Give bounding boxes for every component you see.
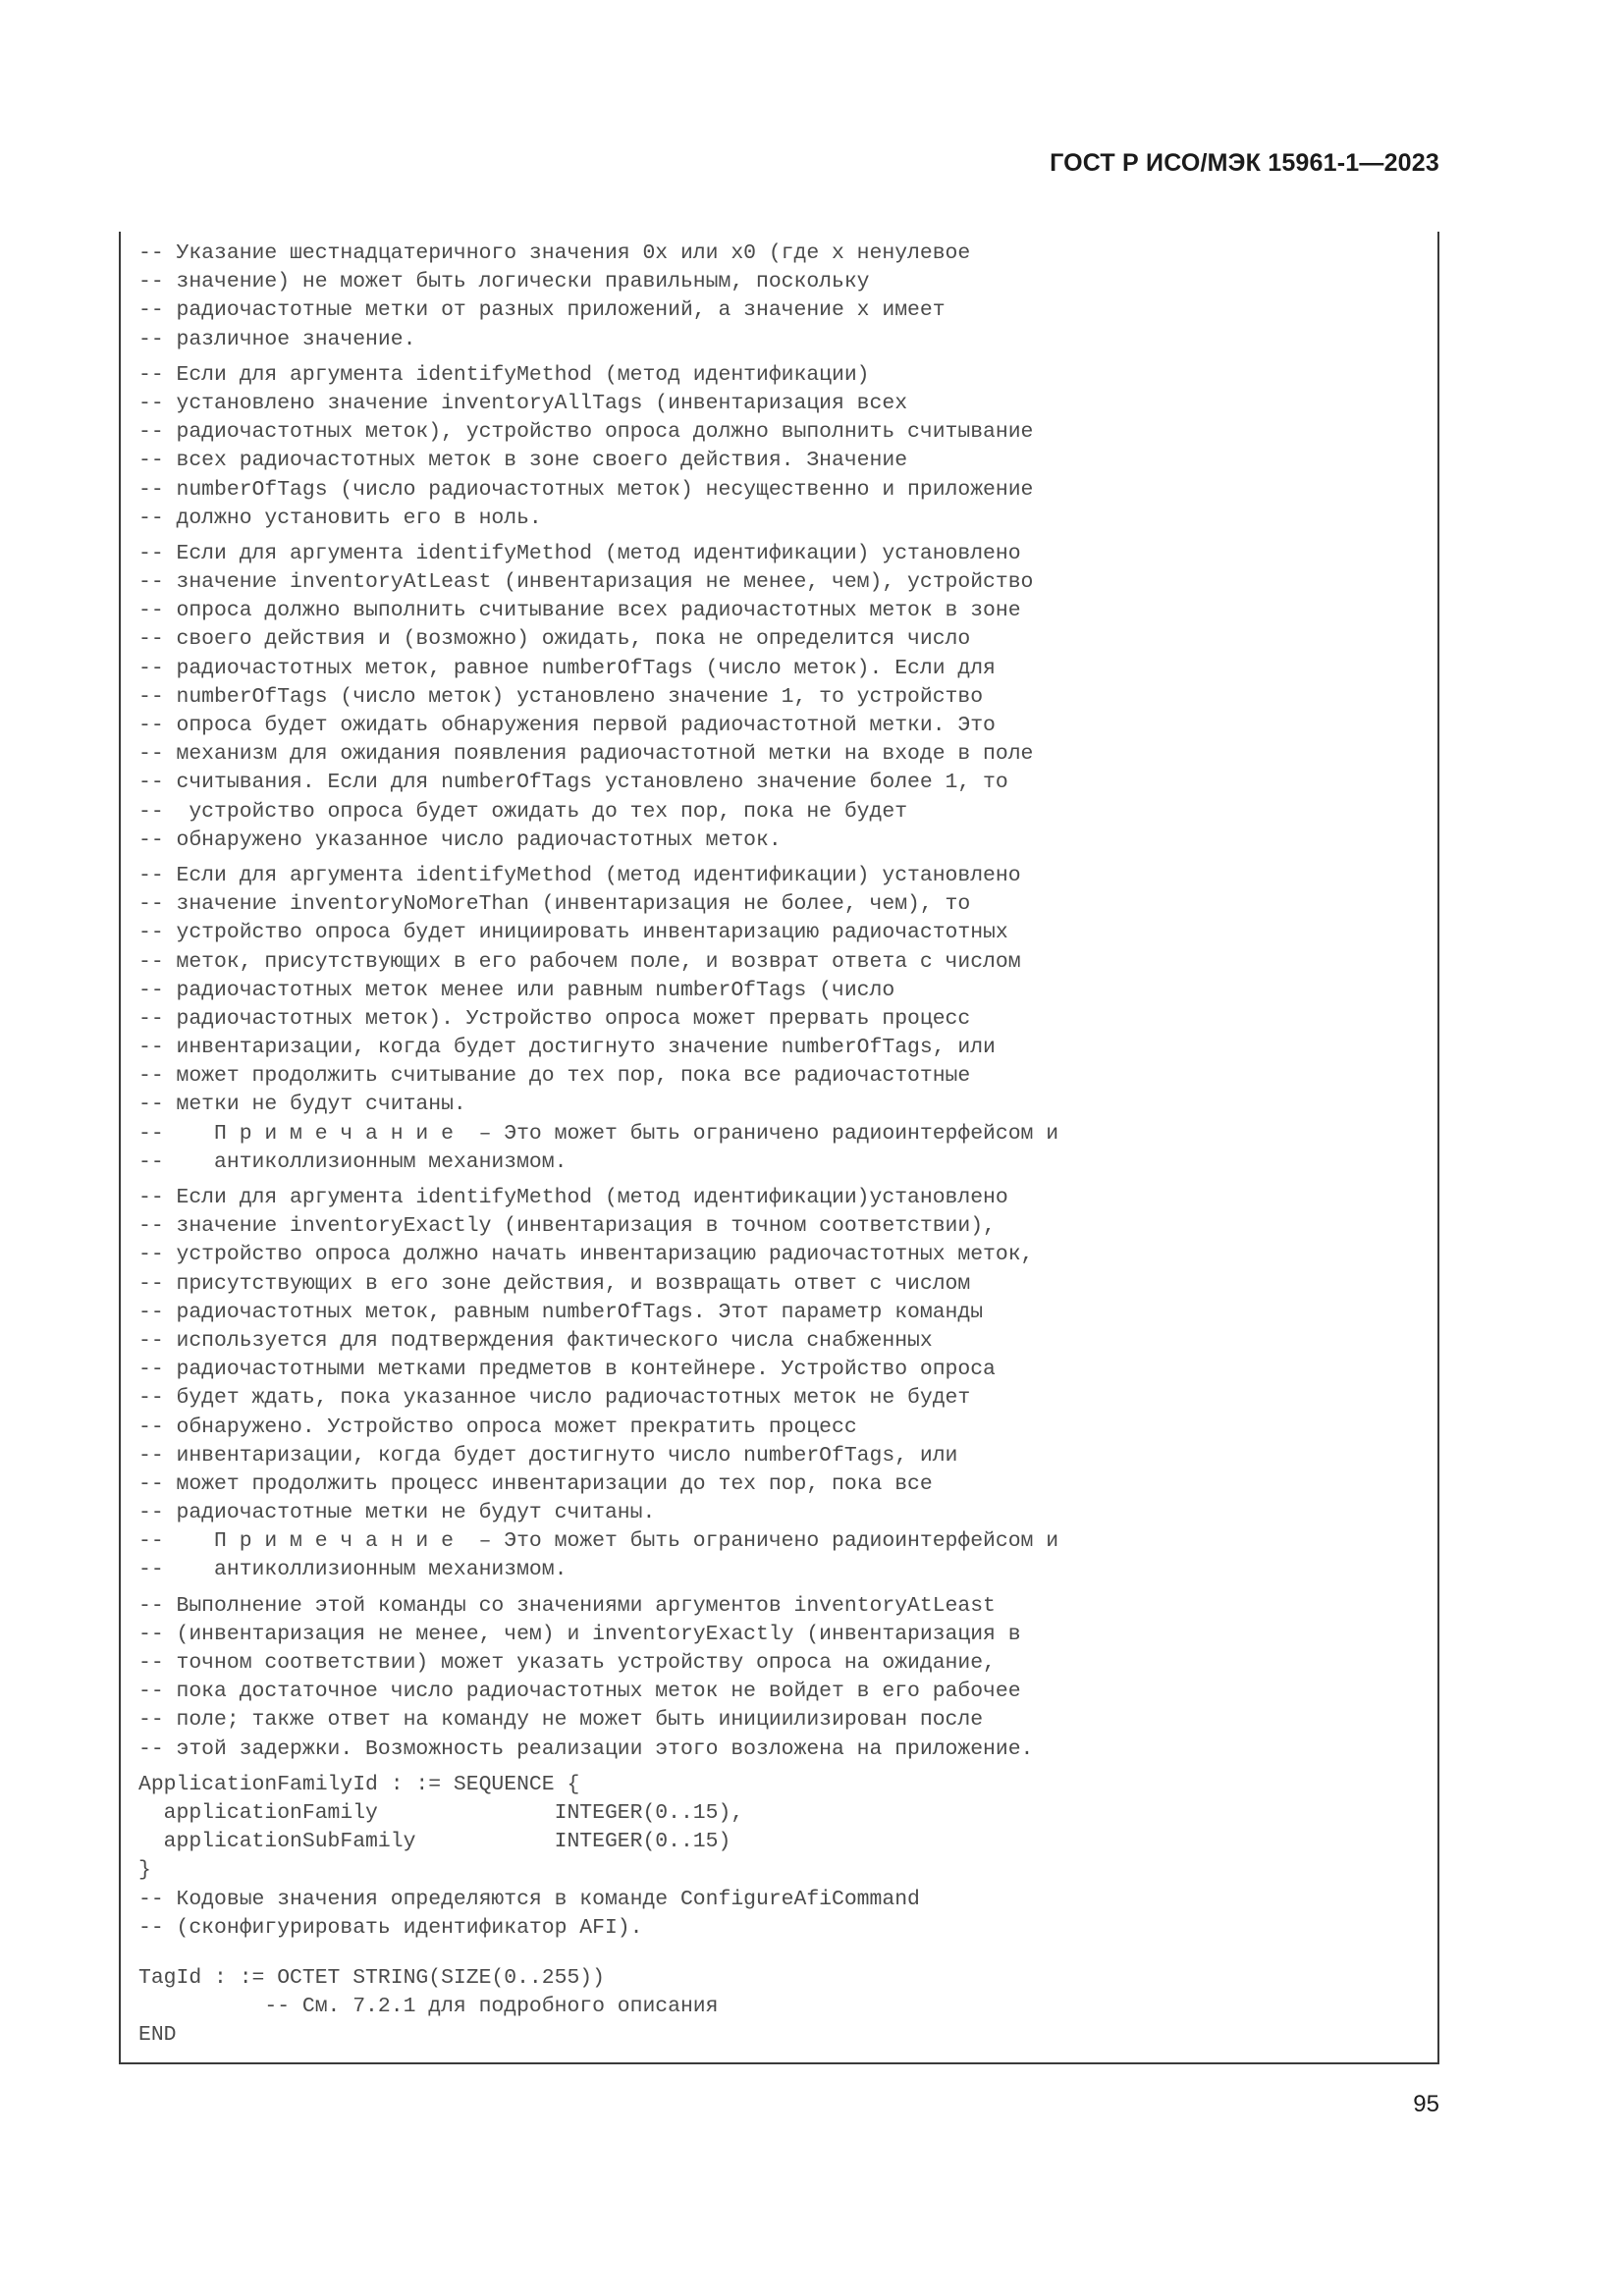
code-line: -- Если для аргумента identifyMethod (метод идентификации) установлено bbox=[138, 541, 1021, 565]
code-line: applicationFamily INTEGER(0..15), bbox=[138, 1800, 744, 1825]
code-line: -- поле; также ответ на команду не может быть инициилизирован после bbox=[138, 1708, 984, 1733]
code-line: -- радиочастотных меток, равное numberOfTags (число меток). Если для bbox=[138, 656, 996, 680]
code-line: -- устройство опроса будет инициировать инвентаризацию радиочастотных bbox=[138, 921, 1008, 945]
code-line: -- значение inventoryAtLeast (инвентаризация не менее, чем), устройство bbox=[138, 570, 1034, 595]
code-line: -- может продолжить считывание до тех пор, пока все радиочастотные bbox=[138, 1064, 971, 1089]
code-line: -- всех радиочастотных меток в зоне своего действия. Значение bbox=[138, 449, 908, 473]
code-line: -- присутствующих в его зоне действия, и возвращать ответ с числом bbox=[138, 1271, 971, 1296]
code-block bbox=[138, 540, 1428, 855]
code-block bbox=[138, 1964, 1428, 2051]
code-line: ApplicationFamilyId : := SEQUENCE { bbox=[138, 1772, 580, 1796]
code-line: -- значение inventoryExactly (инвентаризация в точном соответствии), bbox=[138, 1214, 996, 1239]
code-line: END bbox=[138, 2023, 177, 2048]
code-line: -- инвентаризации, когда будет достигнуто значение numberOfTags, или bbox=[138, 1036, 996, 1060]
code-line: -- считывания. Если для numberOfTags установлено значение более 1, то bbox=[138, 771, 1008, 795]
code-line: -- Указание шестнадцатеричного значения 0x или x0 (где x ненулевое bbox=[138, 241, 971, 265]
code-line: -- различное значение. bbox=[138, 327, 416, 351]
code-line: -- numberOfTags (число меток) установлено значение 1, то устройство bbox=[138, 684, 984, 709]
code-line: -- радиочастотных меток, равным numberOfTags. Этот параметр команды bbox=[138, 1300, 984, 1324]
code-line: -- может продолжить процесс инвентаризации до тех пор, пока все bbox=[138, 1471, 933, 1496]
page-header-standard: ГОСТ Р ИСО/МЭК 15961-1—2023 bbox=[1050, 149, 1439, 177]
code-line: -- обнаружено указанное число радиочастотных меток. bbox=[138, 828, 782, 852]
code-line: -- (сконфигурировать идентификатор AFI). bbox=[138, 1915, 643, 1940]
code-line: -- меток, присутствующих в его рабочем поле, и возврат ответа с числом bbox=[138, 949, 1021, 974]
code-line: -- установлено значение inventoryAllTags (инвентаризация всех bbox=[138, 391, 908, 415]
code-line: applicationSubFamily INTEGER(0..15) bbox=[138, 1830, 731, 1854]
code-block bbox=[138, 1771, 1428, 1943]
code-block bbox=[138, 1184, 1428, 1585]
code-line: -- П р и м е ч а н и е – Это может быть ограничено радиоинтерфейсом и bbox=[138, 1529, 1059, 1554]
code-line: -- радиочастотных меток). Устройство опроса может прервать процесс bbox=[138, 1006, 971, 1031]
code-block bbox=[138, 361, 1428, 533]
code-line: TagId : := OCTET STRING(SIZE(0..255)) bbox=[138, 1965, 605, 1990]
code-line: -- пока достаточное число радиочастотных меток не войдет в его рабочее bbox=[138, 1680, 1021, 1704]
code-line: -- используется для подтверждения фактического числа снабженных bbox=[138, 1328, 933, 1353]
code-line: -- Если для аргумента identifyMethod (метод идентификации)установлено bbox=[138, 1186, 1008, 1209]
code-line: -- значение) не может быть логически правильным, поскольку bbox=[138, 270, 870, 294]
code-line: } bbox=[138, 1858, 151, 1883]
code-line: -- будет ждать, пока указанное число радиочастотных меток не будет bbox=[138, 1386, 971, 1411]
code-block bbox=[138, 862, 1428, 1177]
code-line: -- опроса должно выполнить считывание всех радиочастотных меток в зоне bbox=[138, 599, 1021, 623]
code-block bbox=[138, 240, 1428, 354]
asn1-code-listing bbox=[138, 240, 1428, 2056]
code-line: -- механизм для ожидания появления радиочастотной метки на входе в поле bbox=[138, 742, 1034, 767]
code-line: -- устройство опроса должно начать инвентаризацию радиочастотных меток, bbox=[138, 1243, 1034, 1267]
code-line: -- радиочастотных меток менее или равным numberOfTags (число bbox=[138, 978, 895, 1002]
code-line: -- точном соответствии) может указать устройству опроса на ожидание, bbox=[138, 1651, 996, 1675]
code-line: -- numberOfTags (число радиочастотных меток) несущественно и приложение bbox=[138, 477, 1034, 502]
code-line: -- радиочастотных меток), устройство опроса должно выполнить считывание bbox=[138, 420, 1034, 445]
code-line: -- (инвентаризация не менее, чем) и inventoryExactly (инвентаризация в bbox=[138, 1622, 1021, 1646]
code-block bbox=[138, 1592, 1428, 1764]
code-line: -- значение inventoryNoMoreThan (инвентаризация не более, чем), то bbox=[138, 892, 971, 917]
code-line: -- антиколлизионным механизмом. bbox=[138, 1149, 568, 1174]
code-line: -- устройство опроса будет ожидать до тех пор, пока не будет bbox=[138, 799, 908, 824]
code-line: -- обнаружено. Устройство опроса может прекратить процесс bbox=[138, 1415, 857, 1439]
code-line: -- этой задержки. Возможность реализации этого возложена на приложение. bbox=[138, 1736, 1034, 1761]
code-line: -- опроса будет ожидать обнаружения первой радиочастотной метки. Это bbox=[138, 714, 996, 737]
asn1-code-frame bbox=[119, 232, 1439, 2064]
page-number: 95 bbox=[1413, 2091, 1439, 2117]
code-line: -- антиколлизионным механизмом. bbox=[138, 1558, 568, 1582]
code-line: -- Кодовые значения определяются в команде ConfigureAfiCommand bbox=[138, 1887, 920, 1911]
code-line: -- Выполнение этой команды со значениями аргументов inventoryAtLeast bbox=[138, 1593, 996, 1618]
code-line: -- инвентаризации, когда будет достигнуто число numberOfTags, или bbox=[138, 1443, 958, 1468]
code-line: -- должно установить его в ноль. bbox=[138, 506, 542, 530]
code-line: -- См. 7.2.1 для подробного описания bbox=[138, 1995, 719, 2019]
code-line: -- Если для аргумента identifyMethod (метод идентификации) bbox=[138, 362, 870, 387]
code-line: -- Если для аргумента identifyMethod (метод идентификации) установлено bbox=[138, 863, 1021, 887]
code-line: -- радиочастотные метки от разных приложений, а значение x имеет bbox=[138, 298, 946, 323]
code-line: -- радиочастотными метками предметов в контейнере. Устройство опроса bbox=[138, 1358, 996, 1382]
code-line: -- радиочастотные метки не будут считаны. bbox=[138, 1501, 656, 1525]
code-line: -- метки не будут считаны. bbox=[138, 1093, 466, 1117]
code-line: -- своего действия и (возможно) ожидать, пока не определится число bbox=[138, 627, 971, 652]
code-line: -- П р и м е ч а н и е – Это может быть ограничено радиоинтерфейсом и bbox=[138, 1121, 1059, 1146]
